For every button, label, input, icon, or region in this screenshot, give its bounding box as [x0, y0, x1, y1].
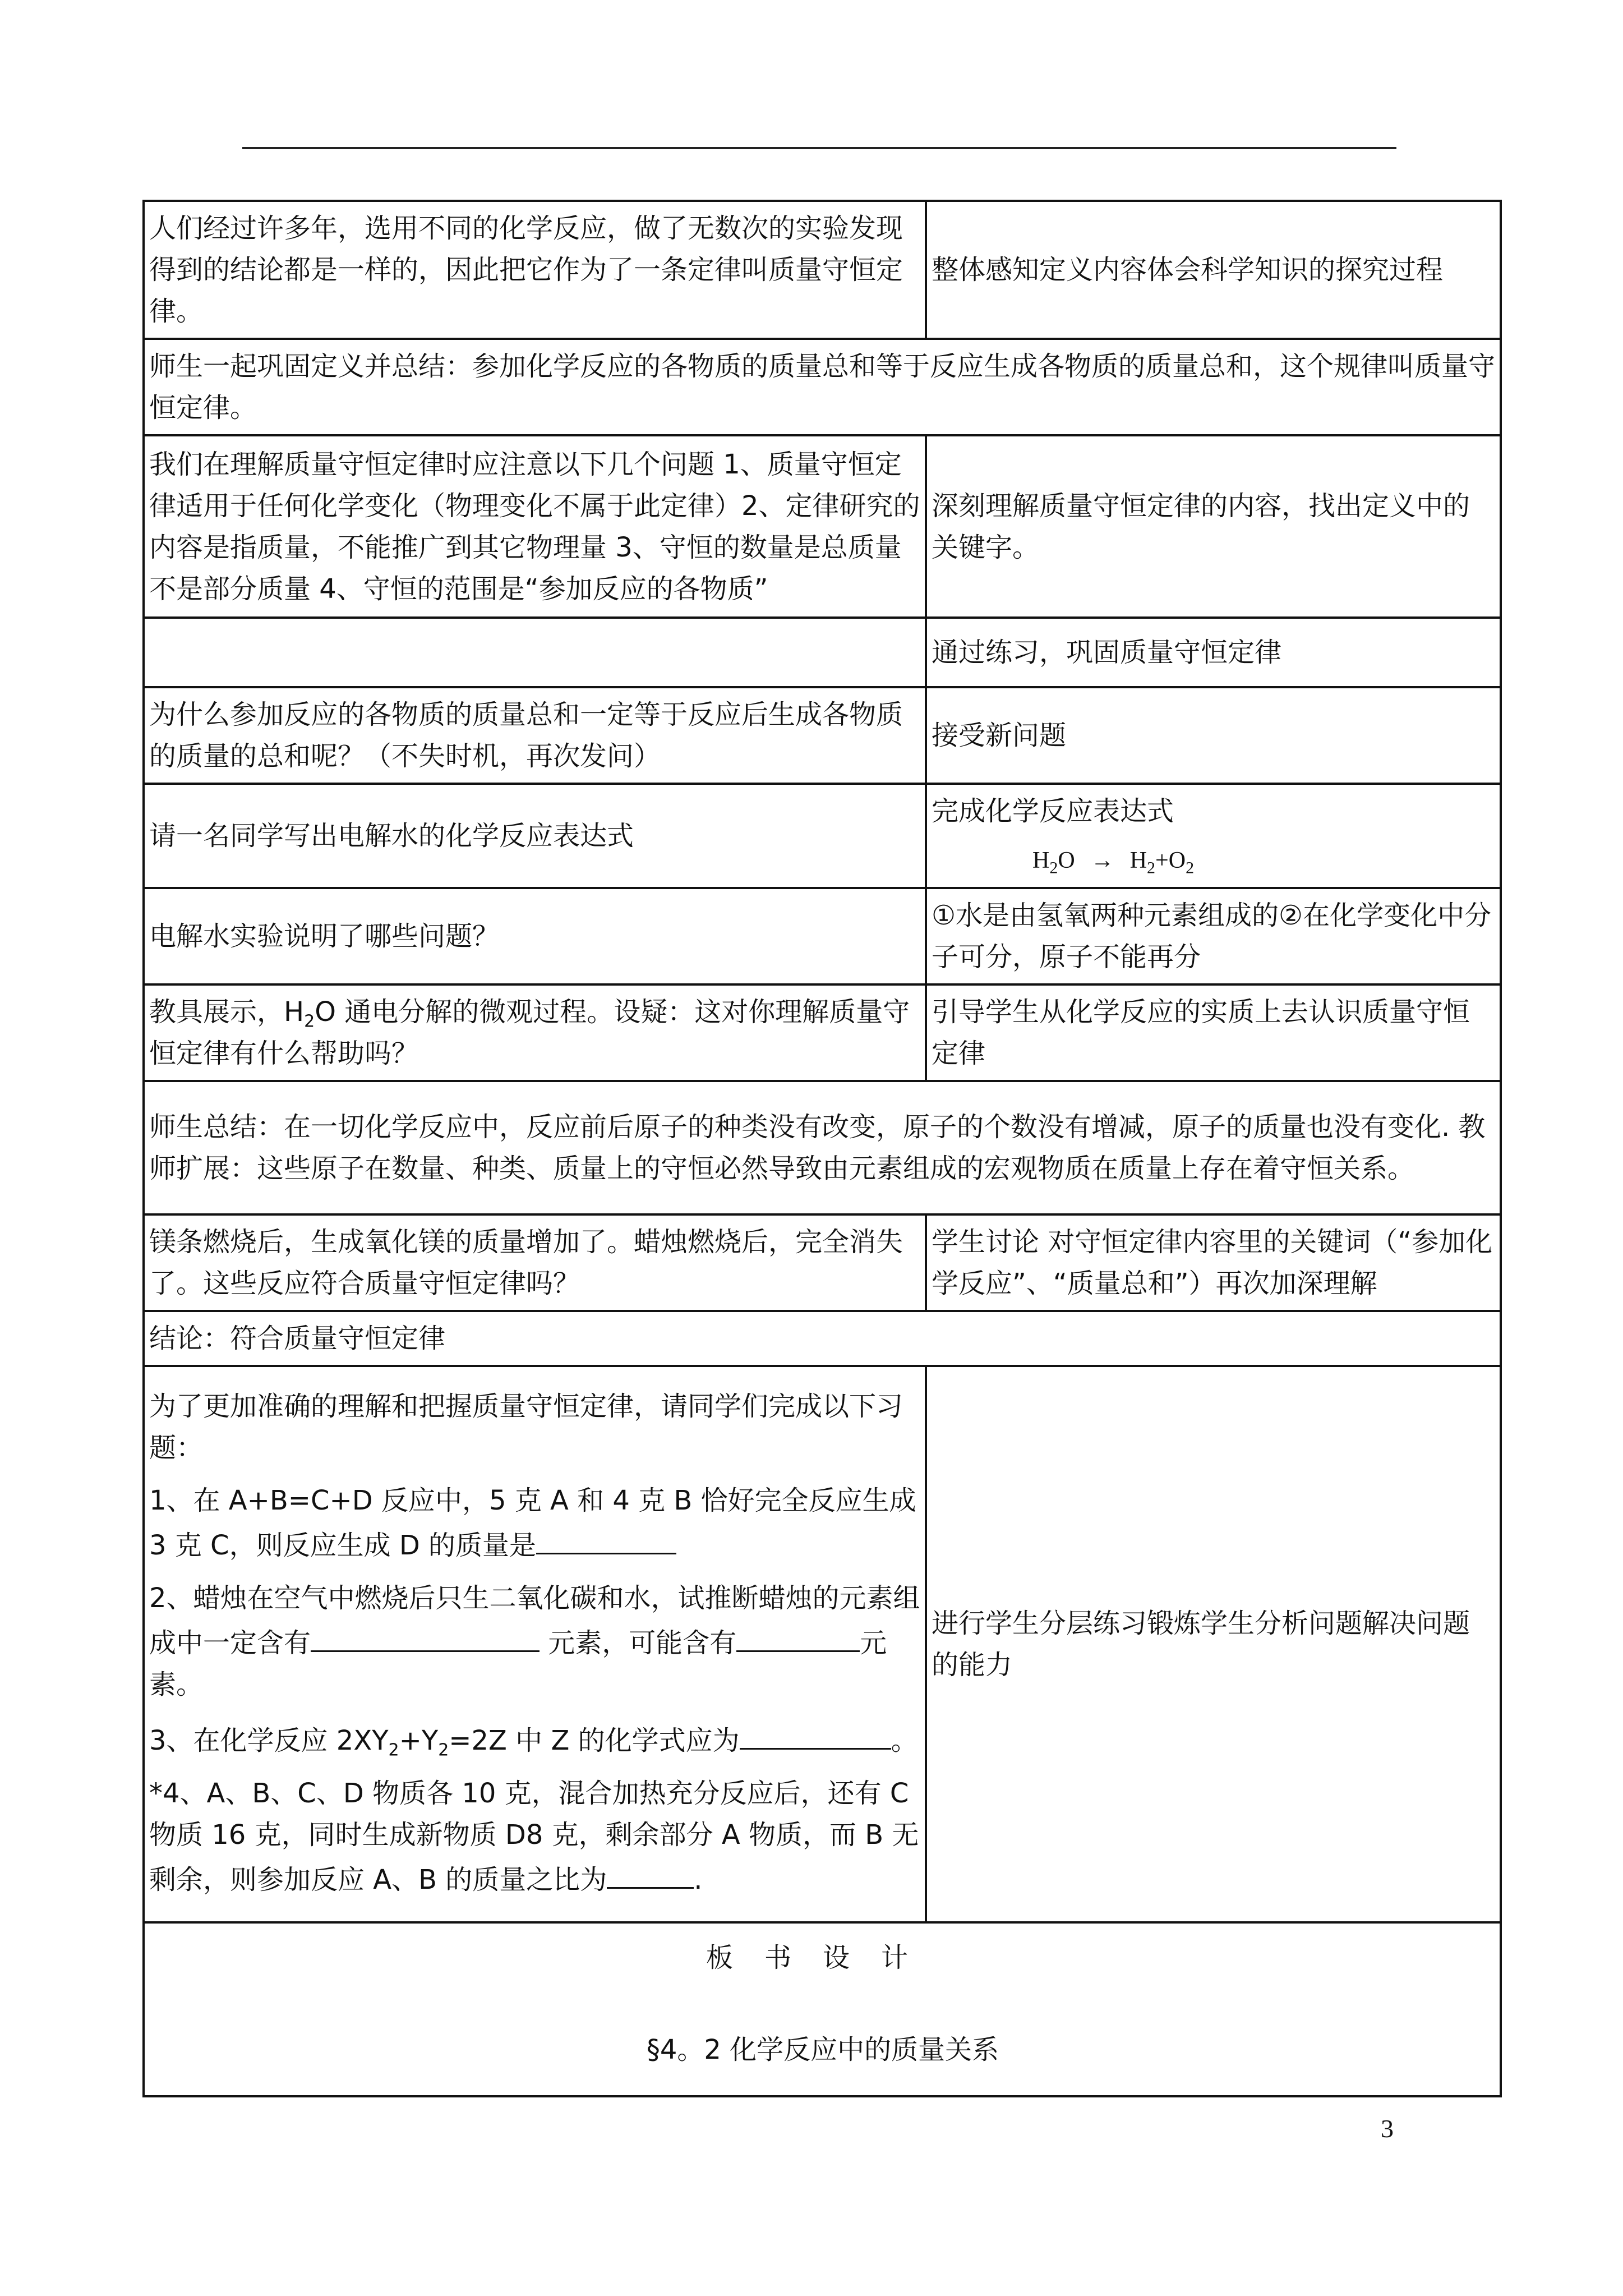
- student-activity-cell: [926, 784, 1501, 888]
- electrolysis-equation: [932, 840, 1496, 881]
- student-activity-cell: 通过练习，巩固质量守恒定律: [926, 618, 1501, 687]
- teacher-activity-cell: 人们经过许多年，选用不同的化学反应，做了无数次的实验发现得到的结论都是一样的，因此把它作为了一条定律叫质量守恒定律。: [144, 201, 926, 339]
- cell-text: 教具展示，H: [149, 996, 305, 1028]
- question-text: 3、在化学反应 2XY: [149, 1725, 389, 1756]
- answer-blank: [607, 1856, 694, 1889]
- teacher-activity-cell: [144, 618, 926, 687]
- eq-h: H: [1032, 848, 1050, 873]
- student-activity-cell: 深刻理解质量守恒定律的内容，找出定义中的关键字。: [926, 435, 1501, 618]
- eq-plus-o: +O: [1155, 848, 1186, 873]
- teacher-activity-cell: 为什么参加反应的各物质的质量总和一定等于反应后生成各物质的质量的总和呢？（不失时机，再次发问）: [144, 687, 926, 784]
- student-activity-text: 完成化学反应表达式: [932, 795, 1174, 827]
- question-text: 元素。: [149, 1627, 887, 1700]
- eq-sub: 2: [1147, 858, 1156, 877]
- summary-cell: 师生总结：在一切化学反应中，反应前后原子的种类没有改变，原子的个数没有增减，原子的质量也没有变化. 教师扩展：这些原子在数量、种类、质量上的守恒必然导致由元素组成的宏观物质在质量上存在着守恒关系。: [144, 1081, 1501, 1214]
- teacher-activity-cell: 电解水实验说明了哪些问题？: [144, 888, 926, 984]
- eq-h: H: [1129, 848, 1147, 873]
- page-number: 3: [1381, 2114, 1394, 2143]
- eq-o: O: [1058, 848, 1075, 873]
- answer-blank: [736, 1619, 849, 1652]
- exercise-question-3: [149, 1717, 921, 1761]
- formula-sub: 2: [438, 1740, 449, 1760]
- lesson-plan-table: [142, 200, 1502, 2097]
- table-row: [144, 888, 1501, 984]
- question-text: =2Z 中 Z 的化学式应为: [449, 1725, 740, 1756]
- eq-sub: 2: [1049, 858, 1058, 877]
- question-text: .: [694, 1864, 703, 1895]
- student-activity-cell: 进行学生分层练习锻炼学生分析问题解决问题的能力: [926, 1366, 1501, 1922]
- student-activity-cell: ①水是由氢氧两种元素组成的②在化学变化中分子可分，原子不能再分: [926, 888, 1501, 984]
- conclusion-cell: 结论：符合质量守恒定律: [144, 1311, 1501, 1366]
- question-text: 元素，可能含有: [540, 1627, 737, 1659]
- question-text: 2、蜡烛在空气中燃烧后只生二氧化碳和水，试推断蜡烛的元素组成中一定含有: [149, 1582, 920, 1659]
- cell-sub: 2: [304, 1011, 315, 1032]
- teacher-activity-cell: 镁条燃烧后，生成氧化镁的质量增加了。蜡烛燃烧后，完全消失了。这些反应符合质量守恒定律吗？: [144, 1214, 926, 1311]
- cell-text: O 通电分解的微观过程。设疑：这对你理解质量守恒定律有什么帮助吗？: [149, 996, 910, 1069]
- table-row: [144, 1366, 1501, 1922]
- table-row: [144, 687, 1501, 784]
- table-row: [144, 1214, 1501, 1311]
- table-row: [144, 1081, 1501, 1214]
- table-row: [144, 1922, 1501, 2096]
- table-row: [144, 784, 1501, 888]
- board-design-cell: [144, 1922, 1501, 2096]
- header-rule: [242, 147, 1396, 149]
- student-activity-cell: 接受新问题: [926, 687, 1501, 784]
- exercise-question-2: [149, 1577, 921, 1705]
- reaction-arrow-icon: →: [1090, 848, 1114, 873]
- board-design-subtitle: §4。2 化学反应中的质量关系: [646, 2034, 999, 2065]
- student-activity-cell: 学生讨论 对守恒定律内容里的关键词（“参加化学反应”、“质量总和”）再次加深理解: [926, 1214, 1501, 1311]
- student-activity-cell: 引导学生从化学反应的实质上去认识质量守恒定律: [926, 984, 1501, 1081]
- exercise-question-4: [149, 1773, 921, 1901]
- formula-sub: 2: [388, 1740, 399, 1760]
- teacher-activity-cell: 我们在理解质量守恒定律时应注意以下几个问题 1、质量守恒定律适用于任何化学变化（物理变化不属于此定律）2、定律研究的内容是指质量，不能推广到其它物理量 3、守恒的数量是总质量不是部分质量 4、守恒的范围是“参加反应的各物质”: [144, 435, 926, 618]
- question-text: 1、在 A+B=C+D 反应中，5 克 A 和 4 克 B 恰好完全反应生成 3 克 C，则反应生成 D 的质量是: [149, 1485, 916, 1561]
- question-text: 。: [891, 1725, 918, 1756]
- table-row: [144, 984, 1501, 1081]
- table-row: [144, 201, 1501, 339]
- question-text: *4、A、B、C、D 物质各 10 克，混合加热充分反应后，还有 C 物质 16 克，同时生成新物质 D8 克，剩余部分 A 物质，而 B 无剩余，则参加反应 A、B 的质量之比为: [149, 1778, 919, 1895]
- exercise-question-1: [149, 1480, 921, 1566]
- exercise-cell: [144, 1366, 926, 1922]
- summary-cell: 师生一起巩固定义并总结：参加化学反应的各物质的质量总和等于反应生成各物质的质量总和，这个规律叫质量守恒定律。: [144, 339, 1501, 435]
- table-row: [144, 1311, 1501, 1366]
- table-row: [144, 339, 1501, 435]
- answer-blank: [849, 1619, 860, 1652]
- eq-sub: 2: [1186, 858, 1195, 877]
- teacher-activity-cell: 请一名同学写出电解水的化学反应表达式: [144, 784, 926, 888]
- exercise-intro: 为了更加准确的理解和把握质量守恒定律，请同学们完成以下习题：: [149, 1391, 903, 1464]
- teacher-activity-cell: [144, 984, 926, 1081]
- answer-blank: [311, 1619, 540, 1652]
- table-row: [144, 435, 1501, 618]
- answer-blank: [740, 1717, 891, 1750]
- table-row: [144, 618, 1501, 687]
- student-activity-cell: 整体感知定义内容体会科学知识的探究过程: [926, 201, 1501, 339]
- question-text: +Y: [399, 1725, 439, 1756]
- answer-blank: [536, 1521, 676, 1554]
- board-design-title: 板书设计: [706, 1942, 939, 1973]
